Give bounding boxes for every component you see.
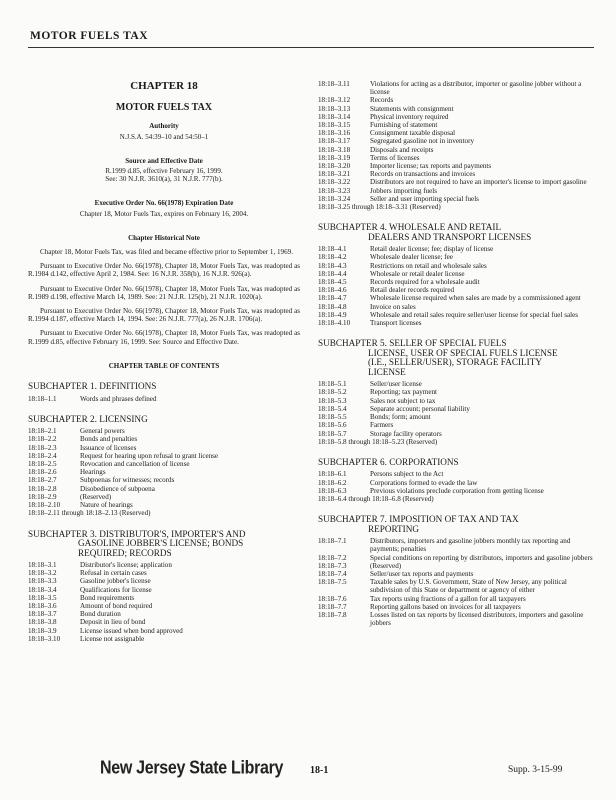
section-number: 18:18–2.8 [28, 484, 57, 493]
toc-heading: CHAPTER TABLE OF CONTENTS [108, 361, 220, 370]
header-rule [28, 47, 594, 48]
toc-entry [318, 380, 596, 388]
section-title: Seller/user tax reports and payments [370, 570, 474, 579]
section-number: 18:18–3.6 [28, 602, 57, 611]
toc-entry [28, 509, 300, 517]
toc-entry [318, 245, 596, 253]
section-number: 18:18–2.10 [28, 501, 61, 510]
section-title: Wholesale license required when sales are made by a commissioned agent [370, 294, 581, 303]
section-number: 18:18–7.1 [318, 537, 347, 546]
subchapter-heading [28, 382, 300, 392]
section-number: 18:18–7.5 [318, 578, 347, 587]
toc-entry [318, 578, 596, 594]
section-number: 18:18–7.7 [318, 602, 347, 611]
toc-entry [318, 413, 596, 421]
section-title: (Reserved) [80, 492, 112, 501]
section-title: Losses listed on tax reports by licensed distributors, importers and gasoline jobbers [370, 611, 584, 628]
section-number: 18:18–4.3 [318, 261, 347, 270]
section-title: Bonds and penalties [80, 435, 138, 444]
toc-entry [28, 561, 300, 569]
section-number: 18:18–3.19 [318, 153, 351, 162]
chapter-title: MOTOR FUELS TAX [115, 102, 213, 114]
section-title: Distributors are not required to have an importer's license to import gasoline [370, 178, 587, 187]
section-title: Separate account; personal liability [370, 404, 470, 413]
eo-text: Chapter 18, Motor Fuels Tax, expires on February 16, 2004. [79, 209, 249, 218]
section-number: 18:18–5.5 [318, 413, 347, 422]
section-title: Physical inventory required [370, 112, 449, 121]
toc-entry [28, 501, 300, 509]
subchapter-heading [28, 530, 300, 559]
subchapter-entries [28, 395, 300, 403]
section-number: 18:18–7.3 [318, 561, 347, 570]
toc-entry [318, 388, 596, 396]
toc-entry [318, 154, 596, 162]
section-title: Bond requirements [80, 593, 135, 602]
supplement-date: Supp. 3-15-99 [508, 765, 563, 775]
subchapter-heading [318, 515, 596, 534]
section-title: Reporting gallons based on invoices for all taxpayers [370, 602, 521, 611]
toc-entry [28, 610, 300, 618]
authority-text: N.J.S.A. 54:39–10 and 54:50–1 [119, 132, 209, 141]
section-title: Restrictions on retail and wholesale sales [370, 261, 487, 270]
toc-entry [28, 493, 300, 501]
section-title: Subpoenas for witnesses; records [80, 476, 175, 485]
section-number: 18:18–5.3 [318, 396, 347, 405]
left-column [28, 80, 300, 643]
source-line-1: R.1999 d.85, effective February 16, 1999. [105, 167, 223, 176]
subchapter-heading-line: SUBCHAPTER 6. CORPORATIONS [318, 456, 459, 467]
toc-entry [318, 121, 596, 129]
section-number: 18:18–3.17 [318, 137, 351, 146]
authority-heading: Authority [149, 122, 179, 131]
section-number: 18:18–3.2 [28, 569, 57, 578]
chapter-number: CHAPTER 18 [130, 80, 198, 92]
section-title: Jobbers importing fuels [370, 186, 437, 195]
section-number: 18:18–3.21 [318, 170, 351, 179]
subchapter-heading-line: SUBCHAPTER 5. SELLER OF SPECIAL FUELS [318, 338, 507, 349]
section-number: 18:18–4.6 [318, 286, 347, 295]
section-title: Disposals and receipts [370, 145, 434, 154]
toc-entry [318, 113, 596, 121]
section-number: 18:18–6.1 [318, 470, 347, 479]
subchapter-heading [28, 415, 300, 425]
section-number: 18:18–2.3 [28, 443, 57, 452]
section-title: Retail dealer license; fee; display of license [370, 245, 494, 254]
section-title: Seller/user license [370, 380, 422, 389]
reserved-range: 18:18–5.8 through 18:18–5.23 (Reserved) [318, 437, 438, 446]
toc-entry [28, 468, 300, 476]
history-paragraph: Pursuant to Executive Order No. 66(1978), Chapter 18, Motor Fuels Tax, was readopted as R.1994 d.187, effective March 14, 1994. See: 26 N.J.R. 777(a), 26 N.J.R. 1706(a). [28, 307, 300, 324]
subchapter-heading-line: REPORTING [368, 523, 420, 534]
subchapter-heading [318, 223, 596, 242]
toc-entry [318, 487, 596, 495]
section-number: 18:18–7.4 [318, 570, 347, 579]
section-number: 18:18–5.1 [318, 380, 347, 389]
section-number: 18:18–4.7 [318, 294, 347, 303]
section-number: 18:18–2.5 [28, 460, 57, 469]
history-heading: Chapter Historical Note [128, 233, 200, 242]
section-title: License not assignable [80, 634, 145, 643]
section-title: Records on transactions and invoices [370, 170, 476, 179]
section-number: 18:18–2.9 [28, 492, 57, 501]
reserved-range: 18:18–2.11 through 18:18–2.13 (Reserved) [28, 509, 151, 518]
toc-entry [318, 570, 596, 578]
toc-entry [318, 495, 596, 503]
section-title: Revocation and cancellation of license [80, 460, 190, 469]
section-number: 18:18–3.9 [28, 626, 57, 635]
toc-entry [318, 421, 596, 429]
section-title: Distributors, importers and gasoline jobbers monthly tax reporting and payments; penalties [370, 537, 571, 554]
toc-entry [318, 479, 596, 487]
toc-entry [318, 311, 596, 319]
toc-entry [318, 319, 596, 327]
section-number: 18:18–3.11 [318, 80, 350, 88]
section-number: 18:18–3.13 [318, 104, 351, 113]
section-title: Qualifications for license [80, 585, 152, 594]
section-number: 18:18–4.2 [318, 253, 347, 262]
section-title: Storage facility operators [370, 429, 442, 438]
section-number: 18:18–3.12 [318, 96, 351, 105]
toc-entry [318, 195, 596, 203]
section-number: 18:18–3.16 [318, 129, 351, 138]
toc-entry [318, 105, 596, 113]
toc-entry [318, 397, 596, 405]
section-number: 18:18–3.10 [28, 634, 61, 643]
toc-entry [318, 303, 596, 311]
section-number: 18:18–3.3 [28, 577, 57, 586]
toc-entry [318, 294, 596, 302]
section-number: 18:18–3.4 [28, 585, 57, 594]
section-number: 18:18–5.7 [318, 429, 347, 438]
subchapter-entries [318, 470, 596, 503]
section-title: Records [370, 96, 394, 105]
history-notes [28, 248, 300, 346]
section-number: 18:18–7.6 [318, 594, 347, 603]
toc-entry [318, 270, 596, 278]
subchapter-heading [318, 458, 596, 468]
subchapter-heading-line: GASOLINE JOBBER'S LICENSE; BONDS [78, 538, 244, 548]
section-title: Transport licenses [370, 319, 422, 328]
section-number: 18:18–4.9 [318, 310, 347, 319]
reserved-range: 18:18–3.25 through 18:18–3.31 (Reserved) [318, 203, 441, 212]
section-title: Invoice on sales [370, 302, 416, 311]
toc-entry [318, 603, 596, 611]
toc-entry [28, 586, 300, 594]
section-title: Gasoline jobber's license [80, 577, 151, 586]
toc-entry [318, 253, 596, 261]
section-title: Request for hearing upon refusal to grant license [80, 451, 219, 460]
subchapter-entries [28, 561, 300, 643]
source-heading: Source and Effective Date [125, 156, 203, 165]
section-number: 18:18–3.7 [28, 610, 57, 619]
toc-entry [318, 187, 596, 195]
section-number: 18:18–3.18 [318, 145, 351, 154]
toc-entry [28, 485, 300, 493]
section-number: 18:18–4.8 [318, 302, 347, 311]
left-toc [28, 382, 300, 643]
toc-entry [28, 569, 300, 577]
toc-entry [318, 146, 596, 154]
section-title: Consignment taxable disposal [370, 129, 456, 138]
subchapter-heading-line: LICENSE [368, 366, 406, 377]
toc-entry [318, 286, 596, 294]
toc-entry [28, 435, 300, 443]
section-title: Words and phrases defined [80, 394, 157, 403]
section-number: 18:18–3.14 [318, 112, 351, 121]
toc-entry [318, 162, 596, 170]
toc-entry [28, 577, 300, 585]
toc-entry [28, 395, 300, 403]
section-title: Previous violations preclude corporation from getting license [370, 486, 544, 495]
toc-entry [28, 618, 300, 626]
subchapter-heading-line: SUBCHAPTER 7. IMPOSITION OF TAX AND TAX [318, 514, 519, 525]
reserved-range: 18:18–6.4 through 18:18–6.8 (Reserved) [318, 495, 434, 504]
subchapter-heading [318, 339, 596, 377]
subchapter-heading-line: SUBCHAPTER 1. DEFINITIONS [28, 381, 157, 392]
section-number: 18:18–5.4 [318, 404, 347, 413]
right-column [318, 80, 596, 627]
source-line-2: See: 30 N.J.R. 3610(a), 31 N.J.R. 777(b). [105, 175, 223, 184]
section-title: Segregated gasoline not in inventory [370, 137, 475, 146]
toc-entry [318, 438, 596, 446]
section-number: 18:18–3.8 [28, 618, 57, 627]
subchapter-heading-line: SUBCHAPTER 2. LICENSING [28, 413, 148, 424]
toc-entry [28, 594, 300, 602]
section-title: Persons subject to the Act [370, 470, 444, 479]
section-title: Wholesale and retail sales require seller/user license for special fuel sales [370, 310, 578, 319]
section-number: 18:18–4.10 [318, 319, 351, 328]
toc-entry [318, 129, 596, 137]
section-title: Seller and user importing special fuels [370, 194, 479, 203]
section-title: Special conditions on reporting by distributors, importers and gasoline jobbers [370, 553, 593, 562]
section-number: 18:18–2.6 [28, 468, 57, 477]
section-number: 18:18–7.8 [318, 611, 347, 620]
section-number: 18:18–6.2 [318, 478, 347, 487]
toc-entry [28, 460, 300, 468]
subchapter-heading-line: SUBCHAPTER 4. WHOLESALE AND RETAIL [318, 222, 502, 233]
page-number: 18-1 [310, 765, 329, 776]
section-title: Statements with consignment [370, 104, 454, 113]
section-number: 18:18–5.6 [318, 421, 347, 430]
right-toc [318, 223, 596, 627]
toc-entry [318, 96, 596, 104]
section-number: 18:18–4.5 [318, 278, 347, 287]
toc-entry [28, 444, 300, 452]
section-number: 18:18–5.2 [318, 388, 347, 397]
section-number: 18:18–2.1 [28, 427, 57, 436]
subchapter-heading-line: (I.E., SELLER/USER), STORAGE FACILITY [368, 357, 542, 368]
section-title: License issued when bond approved [80, 626, 183, 635]
section-title: Retail dealer records required [370, 286, 455, 295]
subchapter-heading-line: LICENSE, USER OF SPECIAL FUELS LICENSE [368, 347, 558, 358]
subchapter-entries [318, 245, 596, 327]
section-number: 18:18–3.20 [318, 162, 351, 171]
toc-entry [318, 562, 596, 570]
history-paragraph: Pursuant to Executive Order No. 66(1978), Chapter 18, Motor Fuels Tax, was readopted as R.1984 d.142, effective April 2, 1984. See: 16 N.J.R. 358(b), 16 N.J.R. 926(a). [28, 262, 300, 279]
toc-entry [318, 178, 596, 186]
section-number: 18:18–2.2 [28, 435, 57, 444]
section-number: 18:18–7.2 [318, 553, 347, 562]
section-number: 18:18–3.22 [318, 178, 351, 187]
history-paragraph: Pursuant to Executive Order No. 66(1978), Chapter 18, Motor Fuels Tax, was readopted as R.1999 d.85, effective February 16, 1999. See: Source and Effective Date. [28, 329, 300, 346]
toc-entry [28, 427, 300, 435]
section-title: Importer license; tax reports and payments [370, 162, 492, 171]
section-number: 18:18–3.23 [318, 186, 351, 195]
section-title: Reporting; tax payment [370, 388, 437, 397]
toc-entry [28, 476, 300, 484]
toc-entry [318, 405, 596, 413]
section-number: 18:18–4.4 [318, 269, 347, 278]
section-title: Bonds; form; amount [370, 413, 431, 422]
toc-entry [28, 627, 300, 635]
library-logo: New Jersey State Library [100, 758, 284, 779]
section-title: Terms of licenses [370, 153, 420, 162]
subchapter-entries [28, 427, 300, 517]
toc-entry [318, 554, 596, 562]
section-title: Sales not subject to tax [370, 396, 436, 405]
section-number: 18:18–1.1 [28, 394, 57, 403]
toc-entry [318, 80, 596, 96]
subchapter-heading-line: REQUIRED; RECORDS [78, 547, 172, 558]
section-title: Wholesale or retail dealer license [370, 269, 465, 278]
section-number: 18:18–3.5 [28, 593, 57, 602]
section-title: Refusal in certain cases [80, 569, 147, 578]
eo-heading: Executive Order No. 66(1978) Expiration Date [94, 199, 234, 208]
history-paragraph: Chapter 18, Motor Fuels Tax, was filed and became effective prior to September 1, 1969. [40, 248, 293, 257]
section-title: Farmers [370, 421, 394, 430]
subchapter-entries [318, 537, 596, 627]
section-title: General powers [80, 427, 125, 436]
section-title: Violations for acting as a distributor, importer or gasoline jobber without a license [370, 80, 582, 97]
history-paragraph: Pursuant to Executive Order No. 66(1978), Chapter 18, Motor Fuels Tax, was readopted as R.1989 d.198, effective March 14, 1989. See: 21 N.J.R. 125(b), 21 N.J.R. 1020(a). [28, 284, 300, 301]
section-number: 18:18–4.1 [318, 245, 347, 254]
toc-entry [318, 430, 596, 438]
section-title: Tax reports using fractions of a gallon for all taxpayers [370, 594, 526, 603]
section-title: Nature of hearings [80, 501, 133, 510]
section-number: 18:18–3.1 [28, 561, 57, 569]
section-title: Furnishing of statement [370, 121, 438, 130]
section-number: 18:18–2.7 [28, 476, 57, 485]
section-title: Corporations formed to evade the law [370, 478, 478, 487]
toc-entry [28, 602, 300, 610]
section-number: 18:18–3.24 [318, 194, 351, 203]
section-title: Distributor's license; application [80, 561, 172, 569]
subchapter-heading-line: DEALERS AND TRANSPORT LICENSES [368, 231, 532, 242]
section-title: Issuance of licenses [80, 443, 137, 452]
section-title: Bond duration [80, 610, 121, 619]
section-title: Deposit in lieu of bond [80, 618, 146, 627]
toc-entry [28, 635, 300, 643]
section-title: Amount of bond required [80, 602, 153, 611]
section-title: Disobedience of subpoena [80, 484, 155, 493]
toc-entry [28, 452, 300, 460]
section-title: Hearings [80, 468, 106, 477]
toc-entry [318, 595, 596, 603]
toc-entry [318, 262, 596, 270]
running-header: MOTOR FUELS TAX [30, 30, 149, 42]
toc-entry [318, 470, 596, 478]
section-title: Taxable sales by U.S. Government, State of New Jersey, any political subdivision of this State or department or agency of either [370, 578, 567, 595]
section-number: 18:18–2.4 [28, 451, 57, 460]
section-title: Records required for a wholesale audit [370, 278, 480, 287]
subchapter-3-continued [318, 80, 596, 211]
toc-entry [318, 611, 596, 627]
section-number: 18:18–6.3 [318, 486, 347, 495]
toc-entry [318, 537, 596, 553]
section-title: (Reserved) [370, 561, 402, 570]
toc-entry [318, 137, 596, 145]
section-title: Wholesale dealer license; fee [370, 253, 453, 262]
section-number: 18:18–3.15 [318, 121, 351, 130]
toc-entry [318, 170, 596, 178]
toc-entry [318, 203, 596, 211]
subchapter-heading-line: SUBCHAPTER 3. DISTRIBUTOR'S, IMPORTER'S AND [28, 528, 246, 539]
toc-entry [318, 278, 596, 286]
subchapter-entries [318, 380, 596, 446]
